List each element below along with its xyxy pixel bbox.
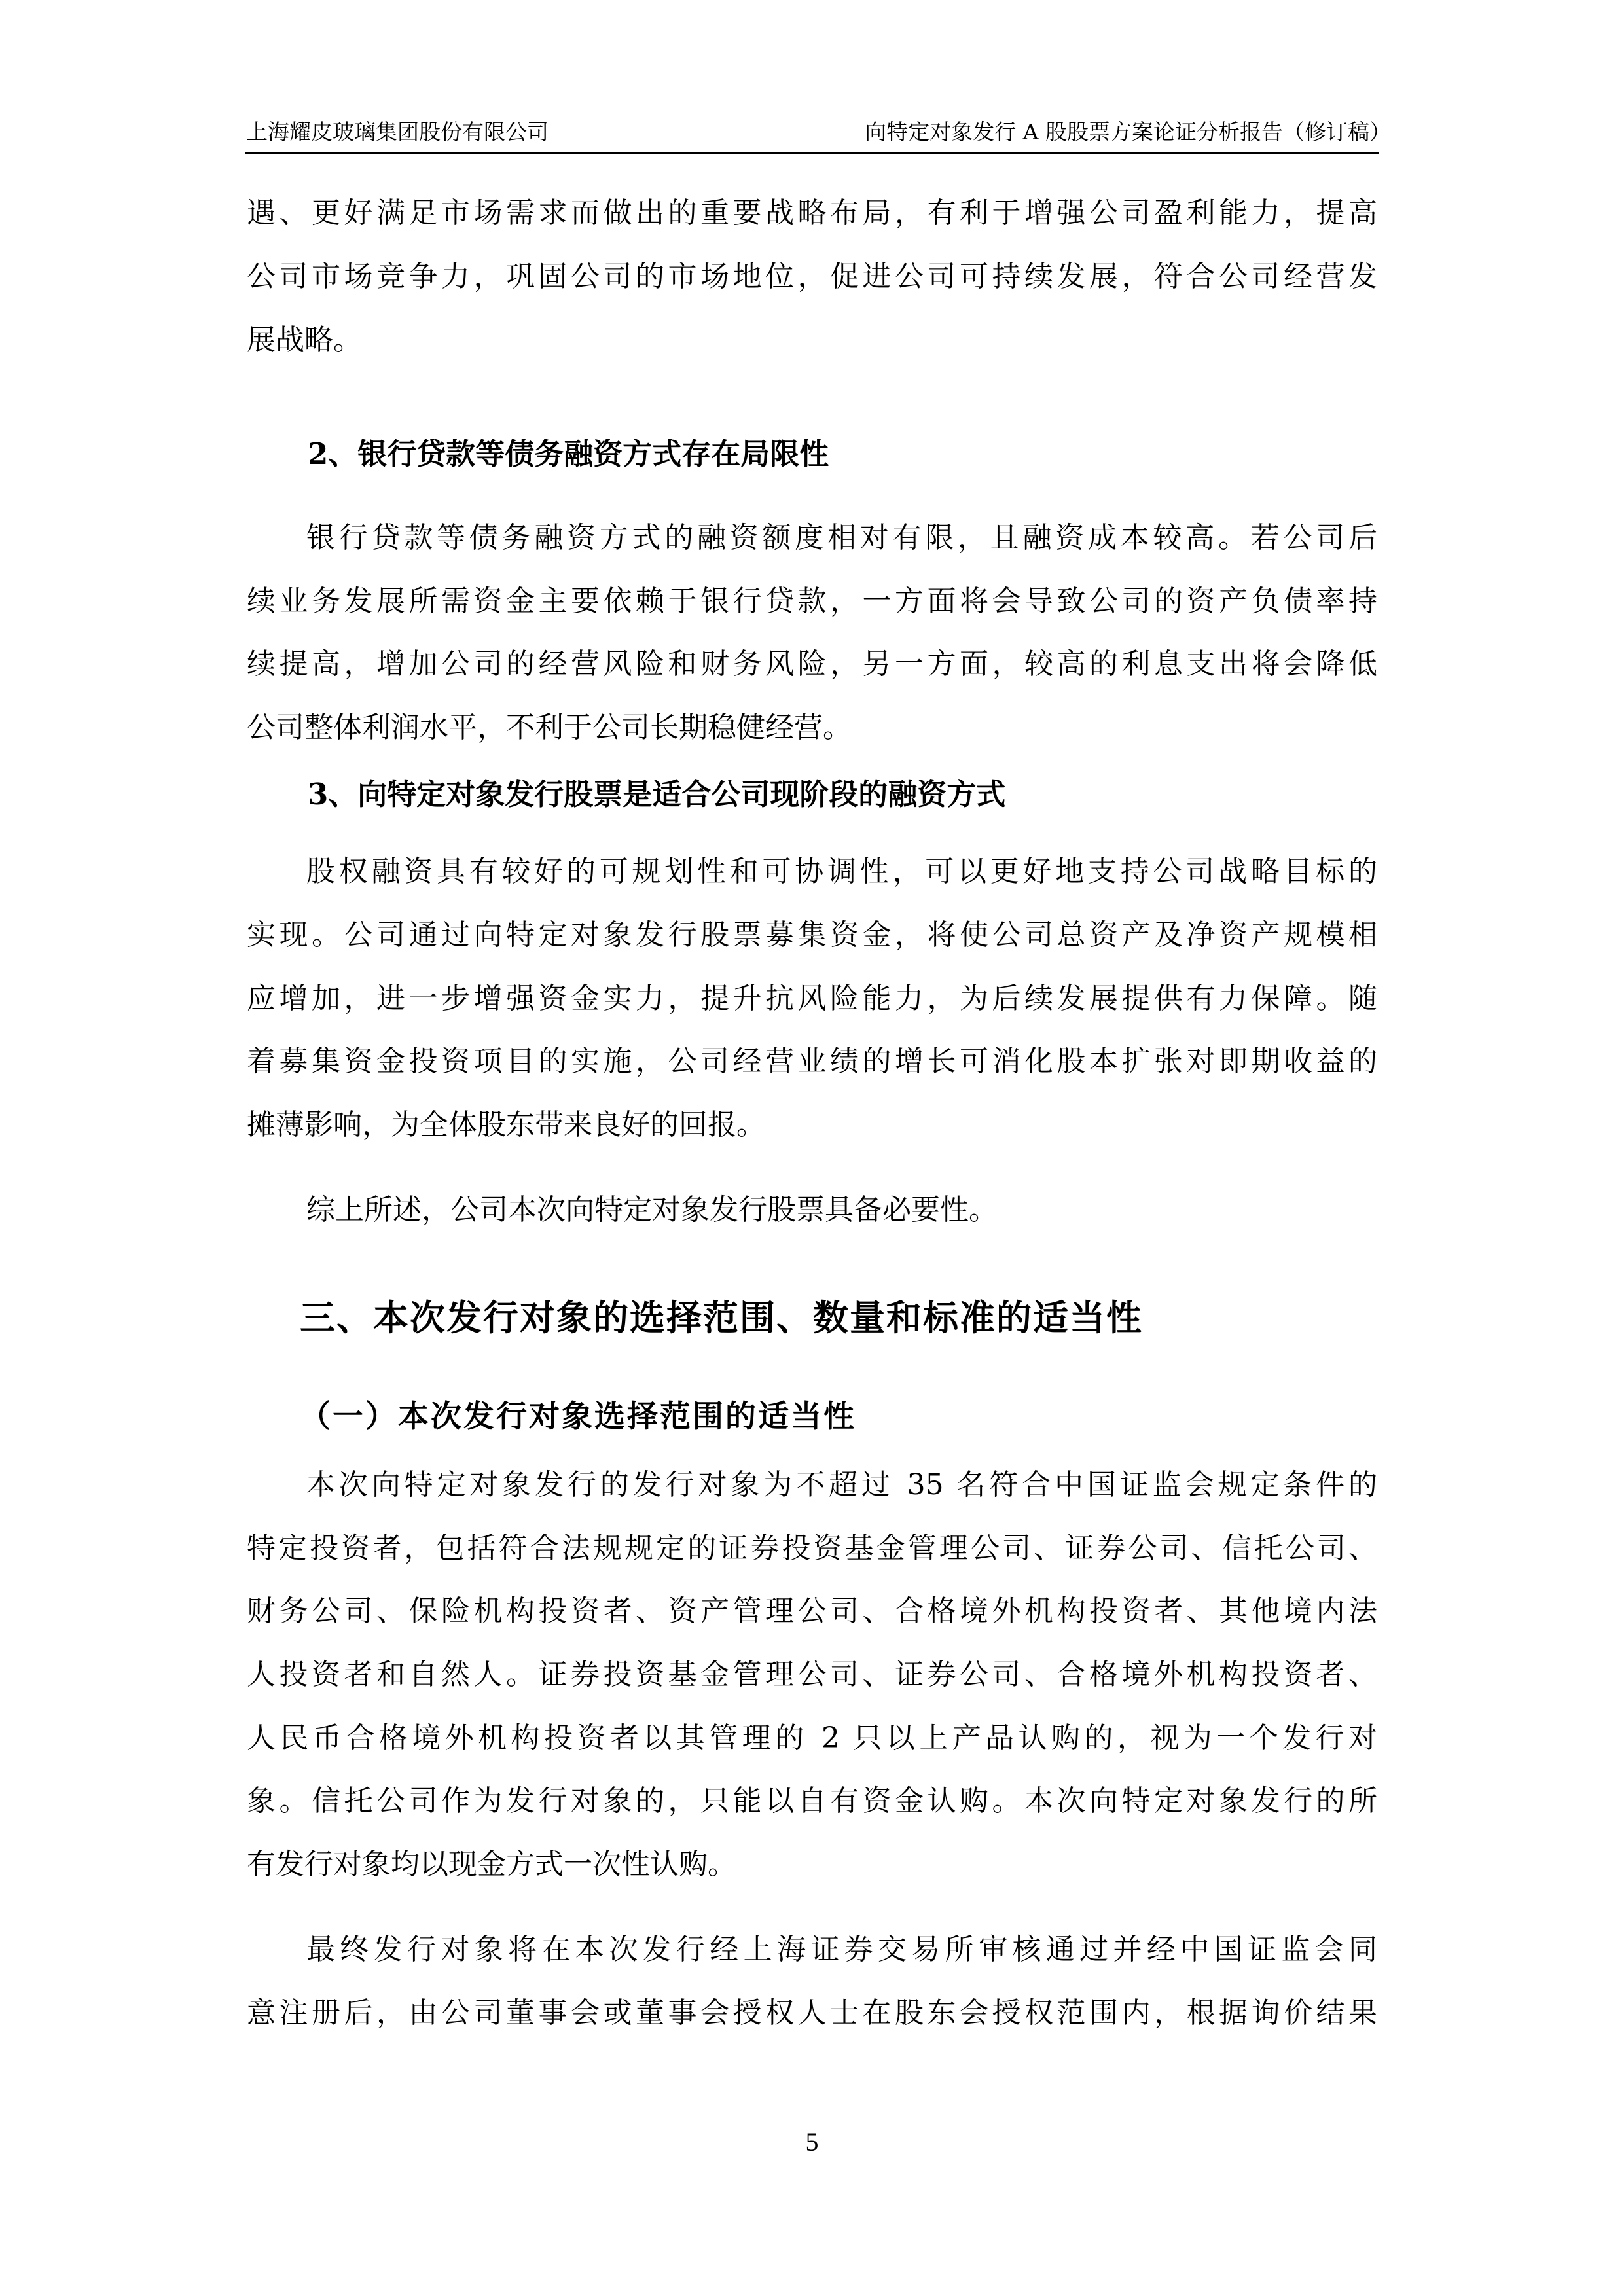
text-line: 续提高，增加公司的经营风险和财务风险，另一方面，较高的利息支出将会降低 [247,647,1377,681]
header-rule [245,152,1379,154]
text-line: 公司市场竞争力，巩固公司的市场地位，促进公司可持续发展，符合公司经营发 [247,260,1377,293]
text-line: 展战略。 [247,323,362,357]
header-document-title: 向特定对象发行 A 股股票方案论证分析报告（修订稿） [865,119,1391,145]
text-line: 应增加，进一步增强资金实力，提升抗风险能力，为后续发展提供有力保障。随 [247,982,1377,1015]
text-line: 有发行对象均以现金方式一次性认购。 [247,1848,736,1881]
text-line: 银行贷款等债务融资方式的融资额度相对有限，且融资成本较高。若公司后 [306,521,1377,554]
section-heading-3: 三、本次发行对象的选择范围、数量和标准的适当性 [300,1297,1143,1338]
text-line: 象。信托公司作为发行对象的，只能以自有资金认购。本次向特定对象发行的所 [247,1784,1377,1818]
text-line: 本次向特定对象发行的发行对象为不超过 35 名符合中国证监会规定条件的 [306,1468,1377,1501]
paragraph-summary: 综上所述，公司本次向特定对象发行股票具备必要性。 [306,1193,998,1227]
text-line: 人投资者和自然人。证券投资基金管理公司、证券公司、合格境外机构投资者、 [247,1658,1377,1691]
text-line: 财务公司、保险机构投资者、资产管理公司、合格境外机构投资者、其他境内法 [247,1594,1377,1628]
heading-3-equity-financing: 3、向特定对象发行股票是适合公司现阶段的融资方式 [308,777,1006,812]
heading-2-debt-financing-limits: 2、银行贷款等债务融资方式存在局限性 [308,437,829,471]
text-line: 意注册后，由公司董事会或董事会授权人士在股东会授权范围内，根据询价结果 [247,1996,1377,2030]
subsection-heading-1: （一）本次发行对象选择范围的适当性 [300,1399,856,1435]
text-line: 最终发行对象将在本次发行经上海证券交易所审核通过并经中国证监会同 [306,1933,1377,1966]
text-line: 着募集资金投资项目的实施，公司经营业绩的增长可消化股本扩张对即期收益的 [247,1045,1377,1078]
header-company-name: 上海耀皮玻璃集团股份有限公司 [246,119,549,145]
text-line: 摊薄影响，为全体股东带来良好的回报。 [247,1108,765,1141]
text-line: 续业务发展所需资金主要依赖于银行贷款，一方面将会导致公司的资产负债率持 [247,584,1377,618]
text-line: 特定投资者，包括符合法规规定的证券投资基金管理公司、证券公司、信托公司、 [247,1532,1377,1565]
page-number: 5 [805,2127,819,2157]
text-line: 公司整体利润水平，不利于公司长期稳健经营。 [247,711,852,744]
text-line: 实现。公司通过向特定对象发行股票募集资金，将使公司总资产及净资产规模相 [247,918,1377,952]
text-line: 股权融资具有较好的可规划性和可协调性，可以更好地支持公司战略目标的 [306,855,1377,888]
text-line: 遇、更好满足市场需求而做出的重要战略布局，有利于增强公司盈利能力，提高 [247,196,1377,230]
text-line: 人民币合格境外机构投资者以其管理的 2 只以上产品认购的，视为一个发行对 [247,1721,1377,1755]
